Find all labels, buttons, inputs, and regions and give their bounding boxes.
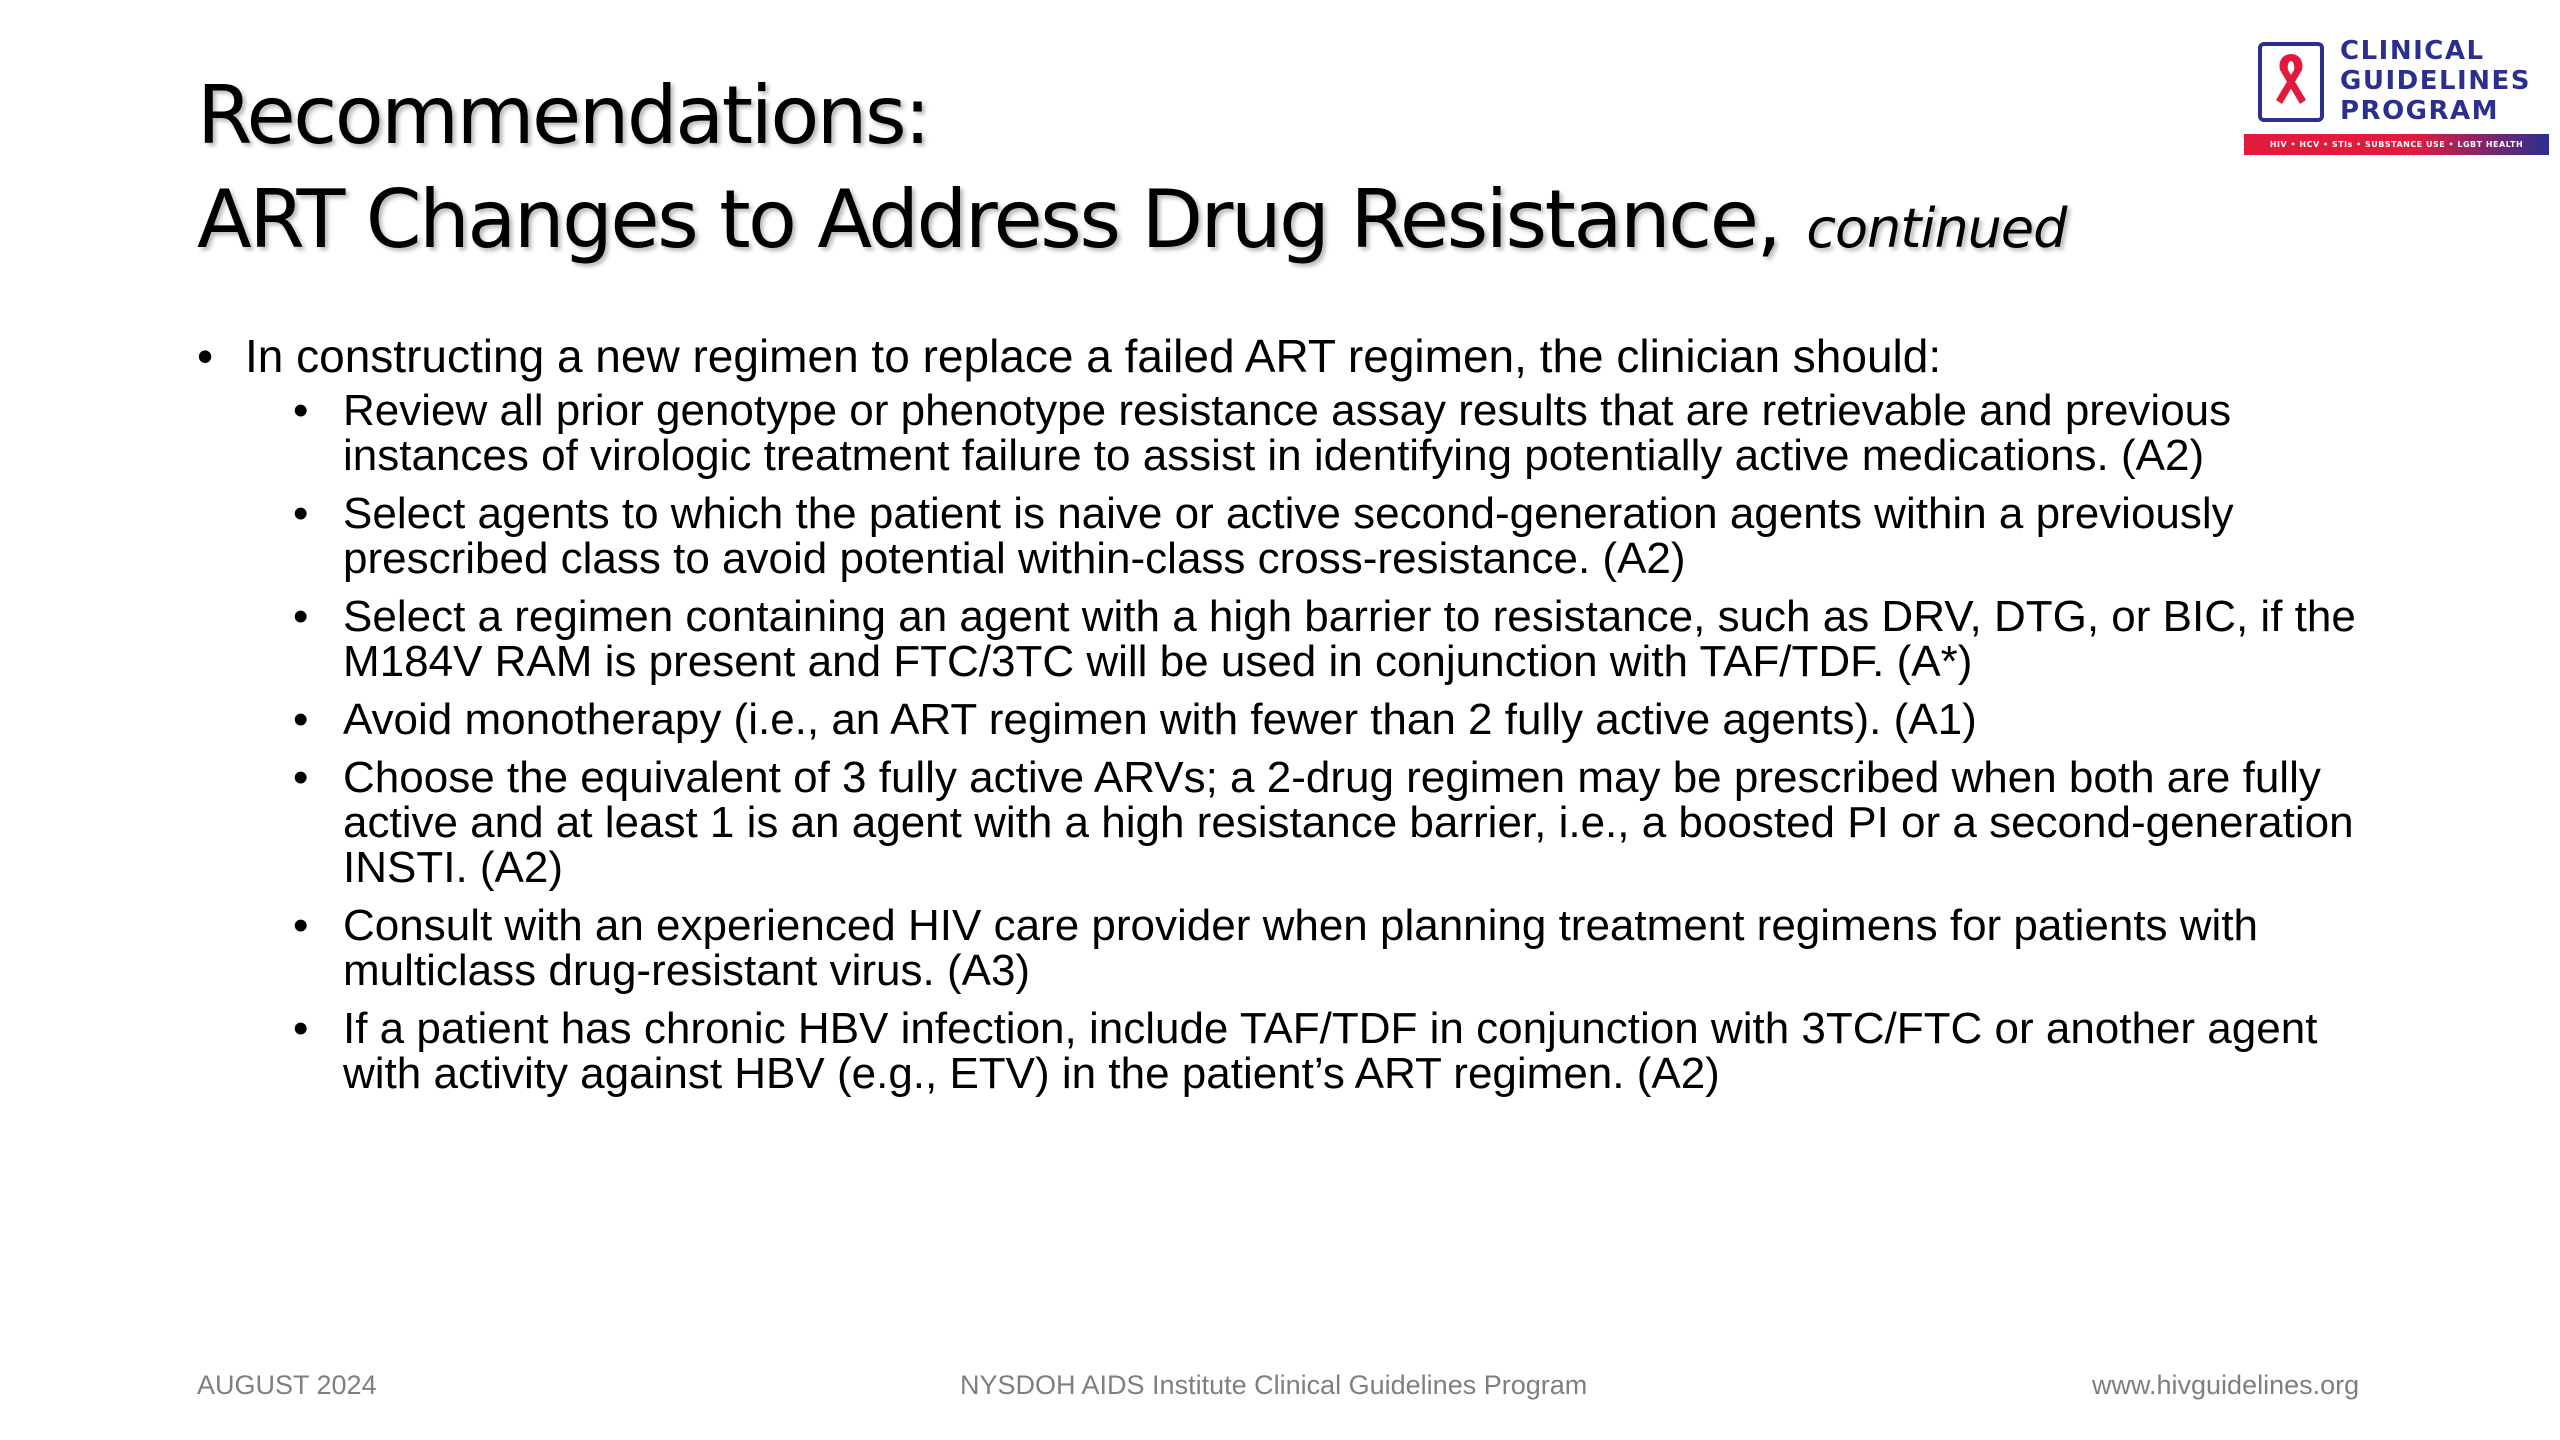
- bullet-dot: •: [293, 592, 309, 641]
- list-item: [293, 386, 2397, 480]
- bullet-dot: •: [293, 386, 309, 435]
- list-item-text: Select agents to which the patient is naive or active second-generation agents within a previously prescribed class to avoid potential within-class cross-resistance. (A2): [343, 489, 2234, 583]
- list-item: [293, 753, 2397, 892]
- logo-line-3: PROGRAM: [2340, 96, 2500, 126]
- clinical-guidelines-logo: [2244, 34, 2549, 161]
- list-item-text: Select a regimen containing an agent with a high barrier to resistance, such as DRV, DTG, or BIC, if the M184V RAM is present and FTC/3TC will be used in conjunction with TAF/TDF. (A*): [343, 592, 2356, 686]
- logo-line-1: CLINICAL: [2340, 36, 2485, 66]
- list-item: [293, 1004, 2397, 1098]
- list-item-text: Choose the equivalent of 3 fully active ARVs; a 2-drug regimen may be prescribed when both are fully active and at least 1 is an agent with a high resistance barrier, i.e., a boosted PI or a second-generation INSTI. (A2): [343, 753, 2354, 892]
- footer-org: NYSDOH AIDS Institute Clinical Guidelines Program: [960, 1370, 1588, 1400]
- bullet-dot: •: [293, 695, 309, 744]
- title-continued: continued: [1806, 197, 2067, 260]
- list-item-text: Review all prior genotype or phenotype resistance assay results that are retrievable and previous instances of virologic treatment failure to assist in identifying potentially active medications. (A2): [343, 386, 2232, 480]
- list-item-text: Avoid monotherapy (i.e., an ART regimen with fewer than 2 fully active agents). (A1): [343, 695, 1977, 744]
- bullet-dot: •: [293, 901, 309, 950]
- list-item: [293, 489, 2397, 583]
- list-item-text: If a patient has chronic HBV infection, include TAF/TDF in conjunction with 3TC/FTC or another agent with activity against HBV (e.g., ETV) in the patient’s ART regimen. (A2): [343, 1004, 2318, 1098]
- bullet-dot: •: [293, 489, 309, 538]
- footer-url: www.hivguidelines.org: [2092, 1370, 2360, 1400]
- recommendation-list: [197, 388, 2397, 1096]
- list-item-text: Consult with an experienced HIV care provider when planning treatment regimens for patients with multiclass drug-resistant virus. (A3): [343, 901, 2259, 995]
- title-line-1: Recommendations:: [197, 69, 929, 162]
- list-item: [293, 901, 2397, 995]
- logo-tagline: HIV • HCV • STIs • SUBSTANCE USE • LGBT HEALTH: [2269, 140, 2524, 149]
- logo-tagline-bar: [2244, 134, 2549, 155]
- intro-bullet: • In constructing a new regimen to replace a failed ART regimen, the clinician should:: [197, 330, 2397, 382]
- logo-line-2: GUIDELINES: [2340, 66, 2531, 96]
- list-item: [293, 695, 2397, 744]
- slide-content: [197, 330, 2397, 1109]
- slide-title: [197, 64, 2157, 281]
- logo-wordmark: [2340, 36, 2531, 126]
- footer-date: AUGUST 2024: [197, 1370, 377, 1400]
- list-item: [293, 592, 2397, 686]
- bullet-dot: •: [293, 753, 309, 802]
- ribbon-logo-box: [2258, 42, 2324, 122]
- title-main: ART Changes to Address Drug Resistance,: [197, 173, 1780, 266]
- title-line-2: [197, 168, 2157, 281]
- red-ribbon-icon: [2262, 46, 2320, 118]
- bullet-dot: •: [293, 1004, 309, 1053]
